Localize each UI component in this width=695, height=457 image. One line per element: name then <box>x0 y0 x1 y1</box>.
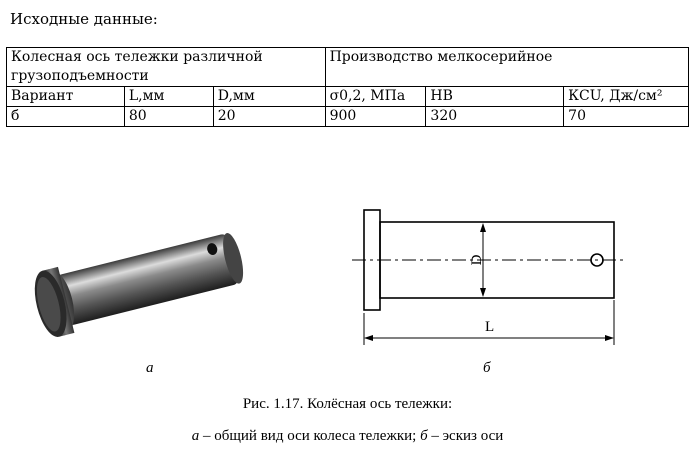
cell-part-name: Колесная ось тележки различной грузоподъемности <box>7 48 326 87</box>
dim-d-label: D <box>469 254 485 266</box>
heading: Исходные данные: <box>10 10 158 28</box>
header-hardness: НВ <box>426 87 564 107</box>
value-impact: 70 <box>564 107 689 127</box>
dim-l-label: L <box>485 319 495 335</box>
value-yield: 900 <box>325 107 426 127</box>
header-impact: КСU, Дж/см² <box>564 87 689 107</box>
table-row-values <box>7 107 689 127</box>
value-variant: б <box>7 107 125 127</box>
subcaption-text-a: – общий вид оси колеса тележки; <box>199 428 421 444</box>
table-row-headers <box>7 87 689 107</box>
header-variant: Вариант <box>7 87 125 107</box>
axle-photo <box>18 220 258 345</box>
subcaption-letter-a: а <box>191 428 200 444</box>
cell-production: Производство мелкосерийное <box>325 48 688 87</box>
header-diameter: D,мм <box>213 87 325 107</box>
figure-label-a: а <box>146 360 154 376</box>
value-hardness: 320 <box>426 107 564 127</box>
table-row-description <box>7 48 689 87</box>
figure-subcaption <box>0 428 695 445</box>
header-length: L,мм <box>124 87 213 107</box>
subcaption-letter-b: б <box>420 428 428 444</box>
figure-caption: Рис. 1.17. Колёсная ось тележки: <box>242 396 453 412</box>
spec-table <box>6 47 689 127</box>
header-yield: σ0,2, МПа <box>325 87 426 107</box>
value-diameter: 20 <box>213 107 325 127</box>
value-length: 80 <box>124 107 213 127</box>
subcaption-text-b: – эскиз оси <box>427 428 504 444</box>
axle-sketch <box>350 205 625 350</box>
figure-label-b: б <box>483 360 491 376</box>
